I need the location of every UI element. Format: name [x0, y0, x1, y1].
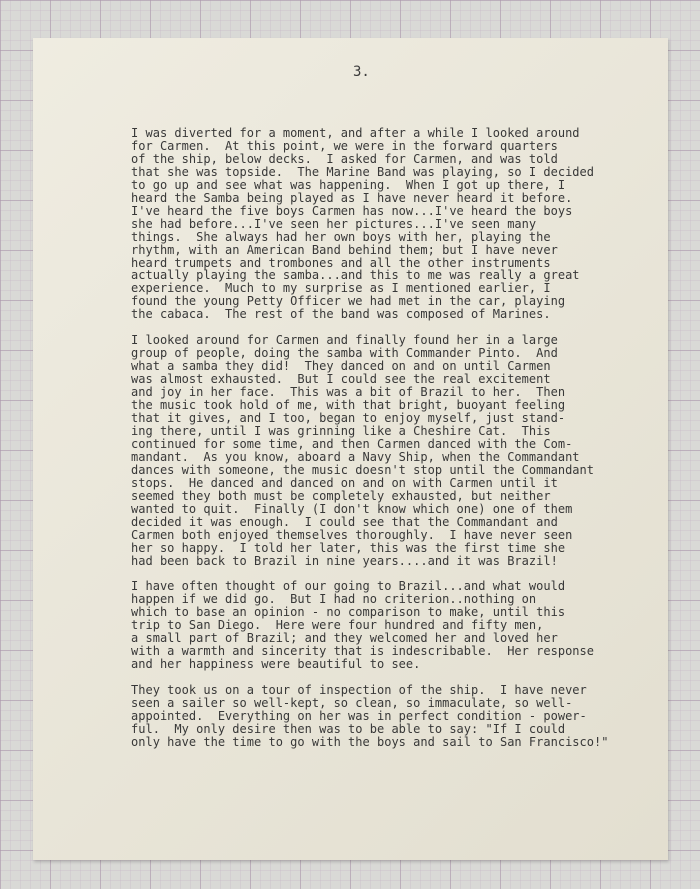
text-line: only have the time to go with the boys and sail to San Francisco!" — [131, 734, 609, 749]
text-line: and her happiness were beautiful to see. — [131, 657, 421, 672]
document-body — [131, 127, 651, 762]
text-line: the cabaca. The rest of the band was composed of Marines. — [131, 307, 551, 322]
text-line: decided it was enough. I could see that the Commandant and — [131, 514, 558, 529]
text-line: happen if we did go. But I had no criterion..nothing on — [131, 592, 537, 607]
text-line: a small part of Brazil; and they welcomed her and loved her — [131, 631, 558, 646]
text-line: rhythm, with an American Band behind them; but I have never — [131, 242, 558, 257]
text-line: wanted to quit. Finally (I don't know which one) one of them — [131, 501, 573, 516]
text-line: her so happy. I told her later, this was the first time she — [131, 540, 566, 555]
text-line: she had before...I've seen her pictures...I've seen many — [131, 216, 537, 231]
text-line: heard the Samba being played as I have never heard it before. — [131, 190, 573, 205]
text-line: appointed. Everything on her was in perfect condition - power- — [131, 709, 587, 724]
text-line: trip to San Diego. Here were four hundred and fifty men, — [131, 618, 544, 633]
text-line: mandant. As you know, aboard a Navy Ship, when the Commandant — [131, 449, 580, 464]
text-line: the music took hold of me, with that bright, buoyant feeling — [131, 398, 566, 413]
text-line: and joy in her face. This was a bit of Brazil to her. Then — [131, 385, 566, 400]
paragraph — [131, 334, 651, 567]
page-number: 3. — [353, 64, 370, 80]
text-line: continued for some time, and then Carmen danced with the Com- — [131, 436, 573, 451]
text-line: heard trumpets and trombones and all the other instruments — [131, 255, 551, 270]
text-line: stops. He danced and danced on and on with Carmen until it — [131, 475, 558, 490]
text-line: ing there, until I was grinning like a Cheshire Cat. This — [131, 423, 551, 438]
text-line: experience. Much to my surprise as I mentioned earlier, I — [131, 281, 551, 296]
text-line: seen a sailer so well-kept, so clean, so immaculate, so well- — [131, 696, 573, 711]
text-line: had been back to Brazil in nine years....and it was Brazil! — [131, 553, 558, 568]
text-line: dances with someone, the music doesn't stop until the Commandant — [131, 462, 595, 477]
text-line: group of people, doing the samba with Commander Pinto. And — [131, 346, 558, 361]
text-line: actually playing the samba...and this to me was really a great — [131, 268, 580, 283]
typed-page — [33, 38, 668, 860]
text-line: of the ship, below decks. I asked for Carmen, and was told — [131, 151, 558, 166]
text-line: They took us on a tour of inspection of the ship. I have never — [131, 683, 587, 698]
text-line: I was diverted for a moment, and after a while I looked around — [131, 126, 580, 140]
text-line: I looked around for Carmen and finally found her in a large — [131, 333, 558, 348]
text-line: I've heard the five boys Carmen has now...I've heard the boys — [131, 203, 573, 218]
text-line: seemed they both must be completely exhausted, but neither — [131, 488, 551, 503]
text-line: to go up and see what was happening. When I got up there, I — [131, 177, 566, 192]
text-line: things. She always had her own boys with her, playing the — [131, 229, 551, 244]
text-line: ful. My only desire then was to be able to say: "If I could — [131, 721, 566, 736]
text-line: which to base an opinion - no comparison to make, until this — [131, 605, 566, 620]
paragraph — [131, 580, 651, 671]
text-line: that she was topside. The Marine Band was playing, so I decided — [131, 164, 595, 179]
text-line: for Carmen. At this point, we were in the forward quarters — [131, 138, 558, 153]
paragraph — [131, 127, 651, 321]
text-line: that it gives, and I too, began to enjoy myself, just stand- — [131, 411, 566, 426]
text-line: was almost exhausted. But I could see the real excitement — [131, 372, 551, 387]
paragraph — [131, 684, 651, 749]
text-line: I have often thought of our going to Brazil...and what would — [131, 579, 566, 594]
text-line: Carmen both enjoyed themselves thoroughly. I have never seen — [131, 527, 573, 542]
text-line: what a samba they did! They danced on and on until Carmen — [131, 359, 551, 374]
text-line: with a warmth and sincerity that is indescribable. Her response — [131, 644, 595, 659]
text-line: found the young Petty Officer we had met in the car, playing — [131, 294, 566, 309]
